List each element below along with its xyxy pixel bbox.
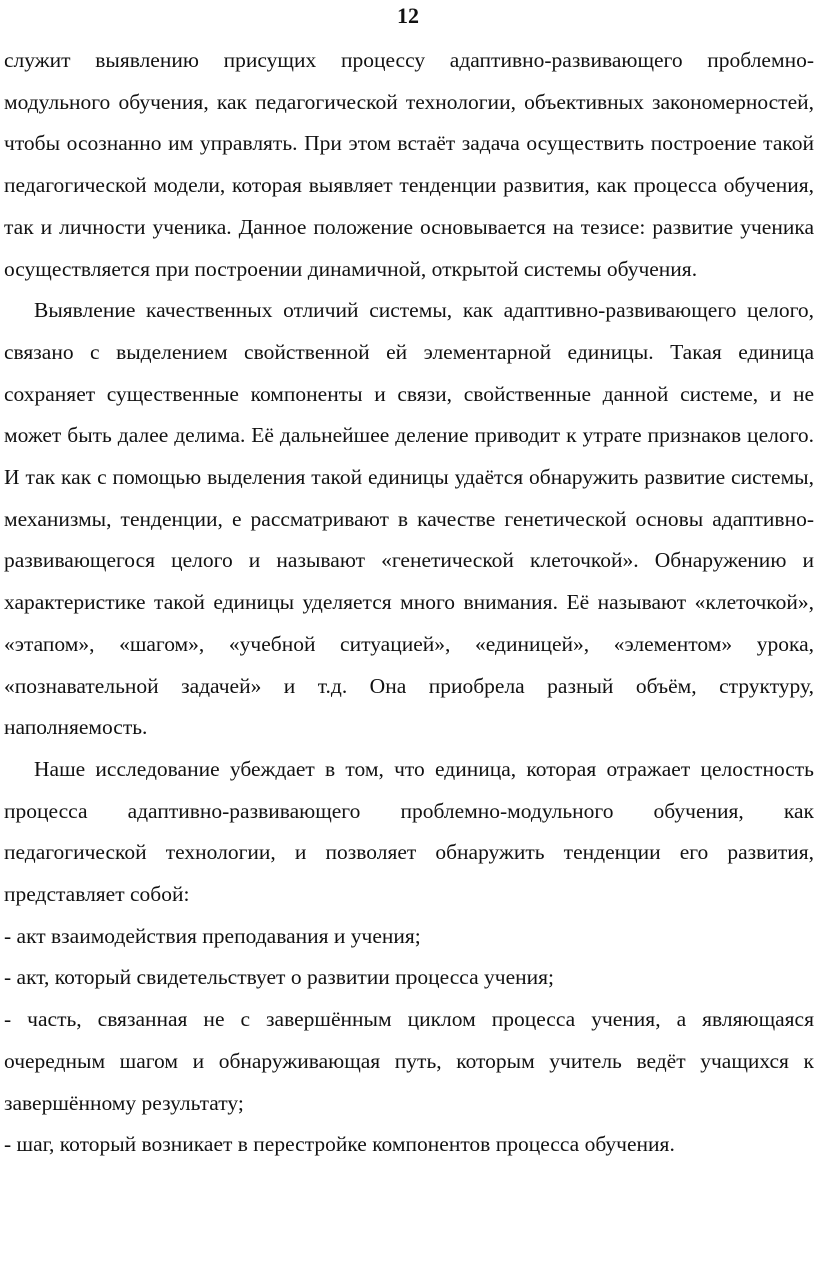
list-item: - акт взаимодействия преподавания и учения; <box>4 923 421 948</box>
paragraph-genetic-cell: Выявление качественных отличий системы, как адаптивно-развивающего целого, связано с выделением свойственной ей элементарной единицы. Такая единица сохраняет существенные компоненты и связи, свойственные данной системе, и не может быть далее делима. Её дальнейшее деление приводит к утрате признаков целого. И так как с помощью выделения такой единицы удаётся обнаружить развитие системы, механизмы, тенденции, е рассматривают в качестве генетической основы адаптивно-развивающегося целого и называют «генетической клеточкой». Обнаружению и характеристике такой единицы уделяется много внимания. Её называют «клеточкой», «этапом», «шагом», «учебной ситуацией», «единицей», «элементом» урока, «познавательной задачей» и т.д. Она приобрела разный объём, структуру, наполняемость. <box>4 298 814 740</box>
list-item: - акт, который свидетельствует о развитии процесса учения; <box>4 965 555 990</box>
paragraph-continuation: служит выявлению присущих процессу адаптивно-развивающего проблемно-модульного обучения, как педагогической технологии, объективных закономерностей, чтобы осознанно им управлять. При этом встаёт задача осуществить построение такой педагогической модели, которая выявляет тенденции развития, как процесса обучения, так и личности ученика. Данное положение основывается на тезисе: развитие ученика осуществляется при построении динамичной, открытой системы обучения. <box>4 48 814 281</box>
paragraph-research-unit: Наше исследование убеждает в том, что единица, которая отражает целостность процесса адаптивно-развивающего проблемно-модульного обучения, как педагогической технологии, и позволяет обнаружить тенденции его развития, представляет собой: <box>4 756 814 907</box>
page-number: 12 <box>397 3 419 28</box>
list-item: - шаг, который возникает в перестройке компонентов процесса обучения. <box>4 1132 675 1157</box>
document-body <box>4 40 814 1166</box>
list-item: - часть, связанная не с завершённым циклом процесса учения, а являющаяся очередным шагом и обнаруживающая путь, которым учитель ведёт учащихся к завершённому результату; <box>4 1007 814 1115</box>
